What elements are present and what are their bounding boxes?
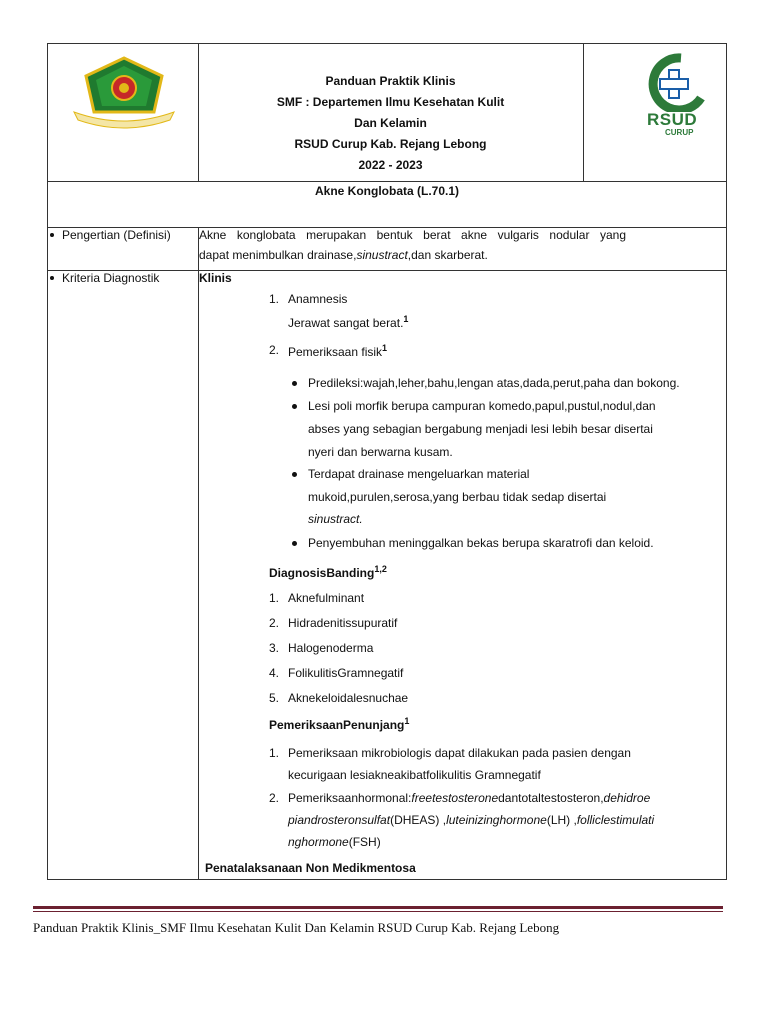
rsud-curup-logo bbox=[635, 52, 715, 140]
bullet-text: mukoid,purulen,serosa,yang berbau tidak sedap disertai bbox=[308, 490, 607, 504]
bullet-text: sinustract. bbox=[308, 512, 363, 526]
header-line: 2022 - 2023 bbox=[358, 158, 423, 172]
non-medication-heading: Penatalaksanaan Non Medikmentosa bbox=[205, 861, 416, 875]
list-number: 5. bbox=[269, 691, 280, 705]
list-number: 3. bbox=[269, 641, 280, 655]
list-number: 1. bbox=[269, 746, 280, 760]
list-item: Hidradenitissupuratif bbox=[288, 616, 398, 630]
row-divider bbox=[48, 181, 726, 182]
logo-text: RSUD bbox=[647, 110, 698, 129]
differential-heading: DiagnosisBanding$^{1,2}$ bbox=[269, 564, 387, 580]
column-divider bbox=[198, 227, 199, 880]
bullet-text: Predileksi:wajah,leher,bahu,lengan atas,dada,perut,paha dan bokong. bbox=[308, 376, 680, 390]
hospital-cross-icon bbox=[635, 52, 715, 112]
list-item: Halogenoderma bbox=[288, 641, 374, 655]
list-number: 1. bbox=[269, 591, 280, 605]
document-header bbox=[199, 71, 582, 176]
list-item: Anamnesis bbox=[288, 292, 348, 306]
list-number: 1. bbox=[269, 292, 280, 306]
header-line: Panduan Praktik Klinis bbox=[325, 74, 456, 88]
list-item-detail: Jerawat sangat berat.$^1$ bbox=[288, 314, 409, 330]
list-item: piandrosteronsulfat(DHEAS) ,luteinizinghormone(LH) ,folliclestimulati bbox=[288, 813, 655, 827]
bullet-text: Lesi poli morfik berupa campuran komedo,papul,pustul,nodul,dan bbox=[308, 399, 656, 413]
header-line: SMF : Departemen Ilmu Kesehatan Kulit bbox=[276, 95, 505, 109]
klinis-heading: Klinis bbox=[199, 271, 232, 285]
bullet-text: abses yang sebagian bergabung menjadi lesi lebih besar disertai bbox=[308, 422, 653, 436]
list-number: 2. bbox=[269, 343, 280, 357]
list-number: 4. bbox=[269, 666, 280, 680]
list-item: Pemeriksaanhormonal:freetestosteronedantotaltestosteron,dehidroe bbox=[288, 791, 651, 805]
bullet bbox=[292, 404, 297, 409]
criteria-label: Kriteria Diagnostik bbox=[50, 271, 159, 285]
list-number: 2. bbox=[269, 616, 280, 630]
government-emblem-icon bbox=[70, 54, 178, 130]
list-item: Pemeriksaan fisik$^1$ bbox=[288, 343, 388, 359]
list-item: Aknefulminant bbox=[288, 591, 365, 605]
bullet bbox=[292, 541, 297, 546]
document-table bbox=[47, 43, 727, 880]
column-divider bbox=[583, 44, 584, 181]
definition-label: Pengertian (Definisi) bbox=[50, 228, 171, 242]
bullet bbox=[292, 472, 297, 477]
bullet-text: Penyembuhan meninggalkan bekas berupa skaratrofi dan keloid. bbox=[308, 536, 654, 550]
list-item: Pemeriksaan mikrobiologis dapat dilakukan pada pasien dengan bbox=[288, 746, 631, 760]
list-number: 2. bbox=[269, 791, 280, 805]
bullet-text: Terdapat drainase mengeluarkan material bbox=[308, 467, 530, 481]
header-line: RSUD Curup Kab. Rejang Lebong bbox=[294, 137, 487, 151]
footer-rule bbox=[33, 906, 723, 909]
definition-text: Akne konglobata merupakan bentuk berat akne vulgaris nodular yang dapat menimbulkan drainase,sinustract,dan skarberat. bbox=[199, 228, 626, 262]
bullet bbox=[292, 381, 297, 386]
bullet-text: nyeri dan berwarna kusam. bbox=[308, 445, 453, 459]
list-item: Aknekeloidalesnuchae bbox=[288, 691, 409, 705]
list-item: kecurigaan lesiakneakibatfolikulitis Gramnegatif bbox=[288, 768, 541, 782]
logo-subtext: CURUP bbox=[665, 128, 694, 137]
footer-rule bbox=[33, 911, 723, 912]
page-footer: Panduan Praktik Klinis_SMF Ilmu Kesehatan Kulit Dan Kelamin RSUD Curup Kab. Rejang Lebong bbox=[33, 920, 560, 935]
document-title: Akne Konglobata (L.70.1) bbox=[314, 184, 460, 198]
list-item: nghormone(FSH) bbox=[288, 835, 381, 849]
list-item: FolikulitisGramnegatif bbox=[288, 666, 404, 680]
supporting-exam-heading: PemeriksaanPenunjang$^1$ bbox=[269, 716, 410, 732]
header-line: Dan Kelamin bbox=[354, 116, 427, 130]
